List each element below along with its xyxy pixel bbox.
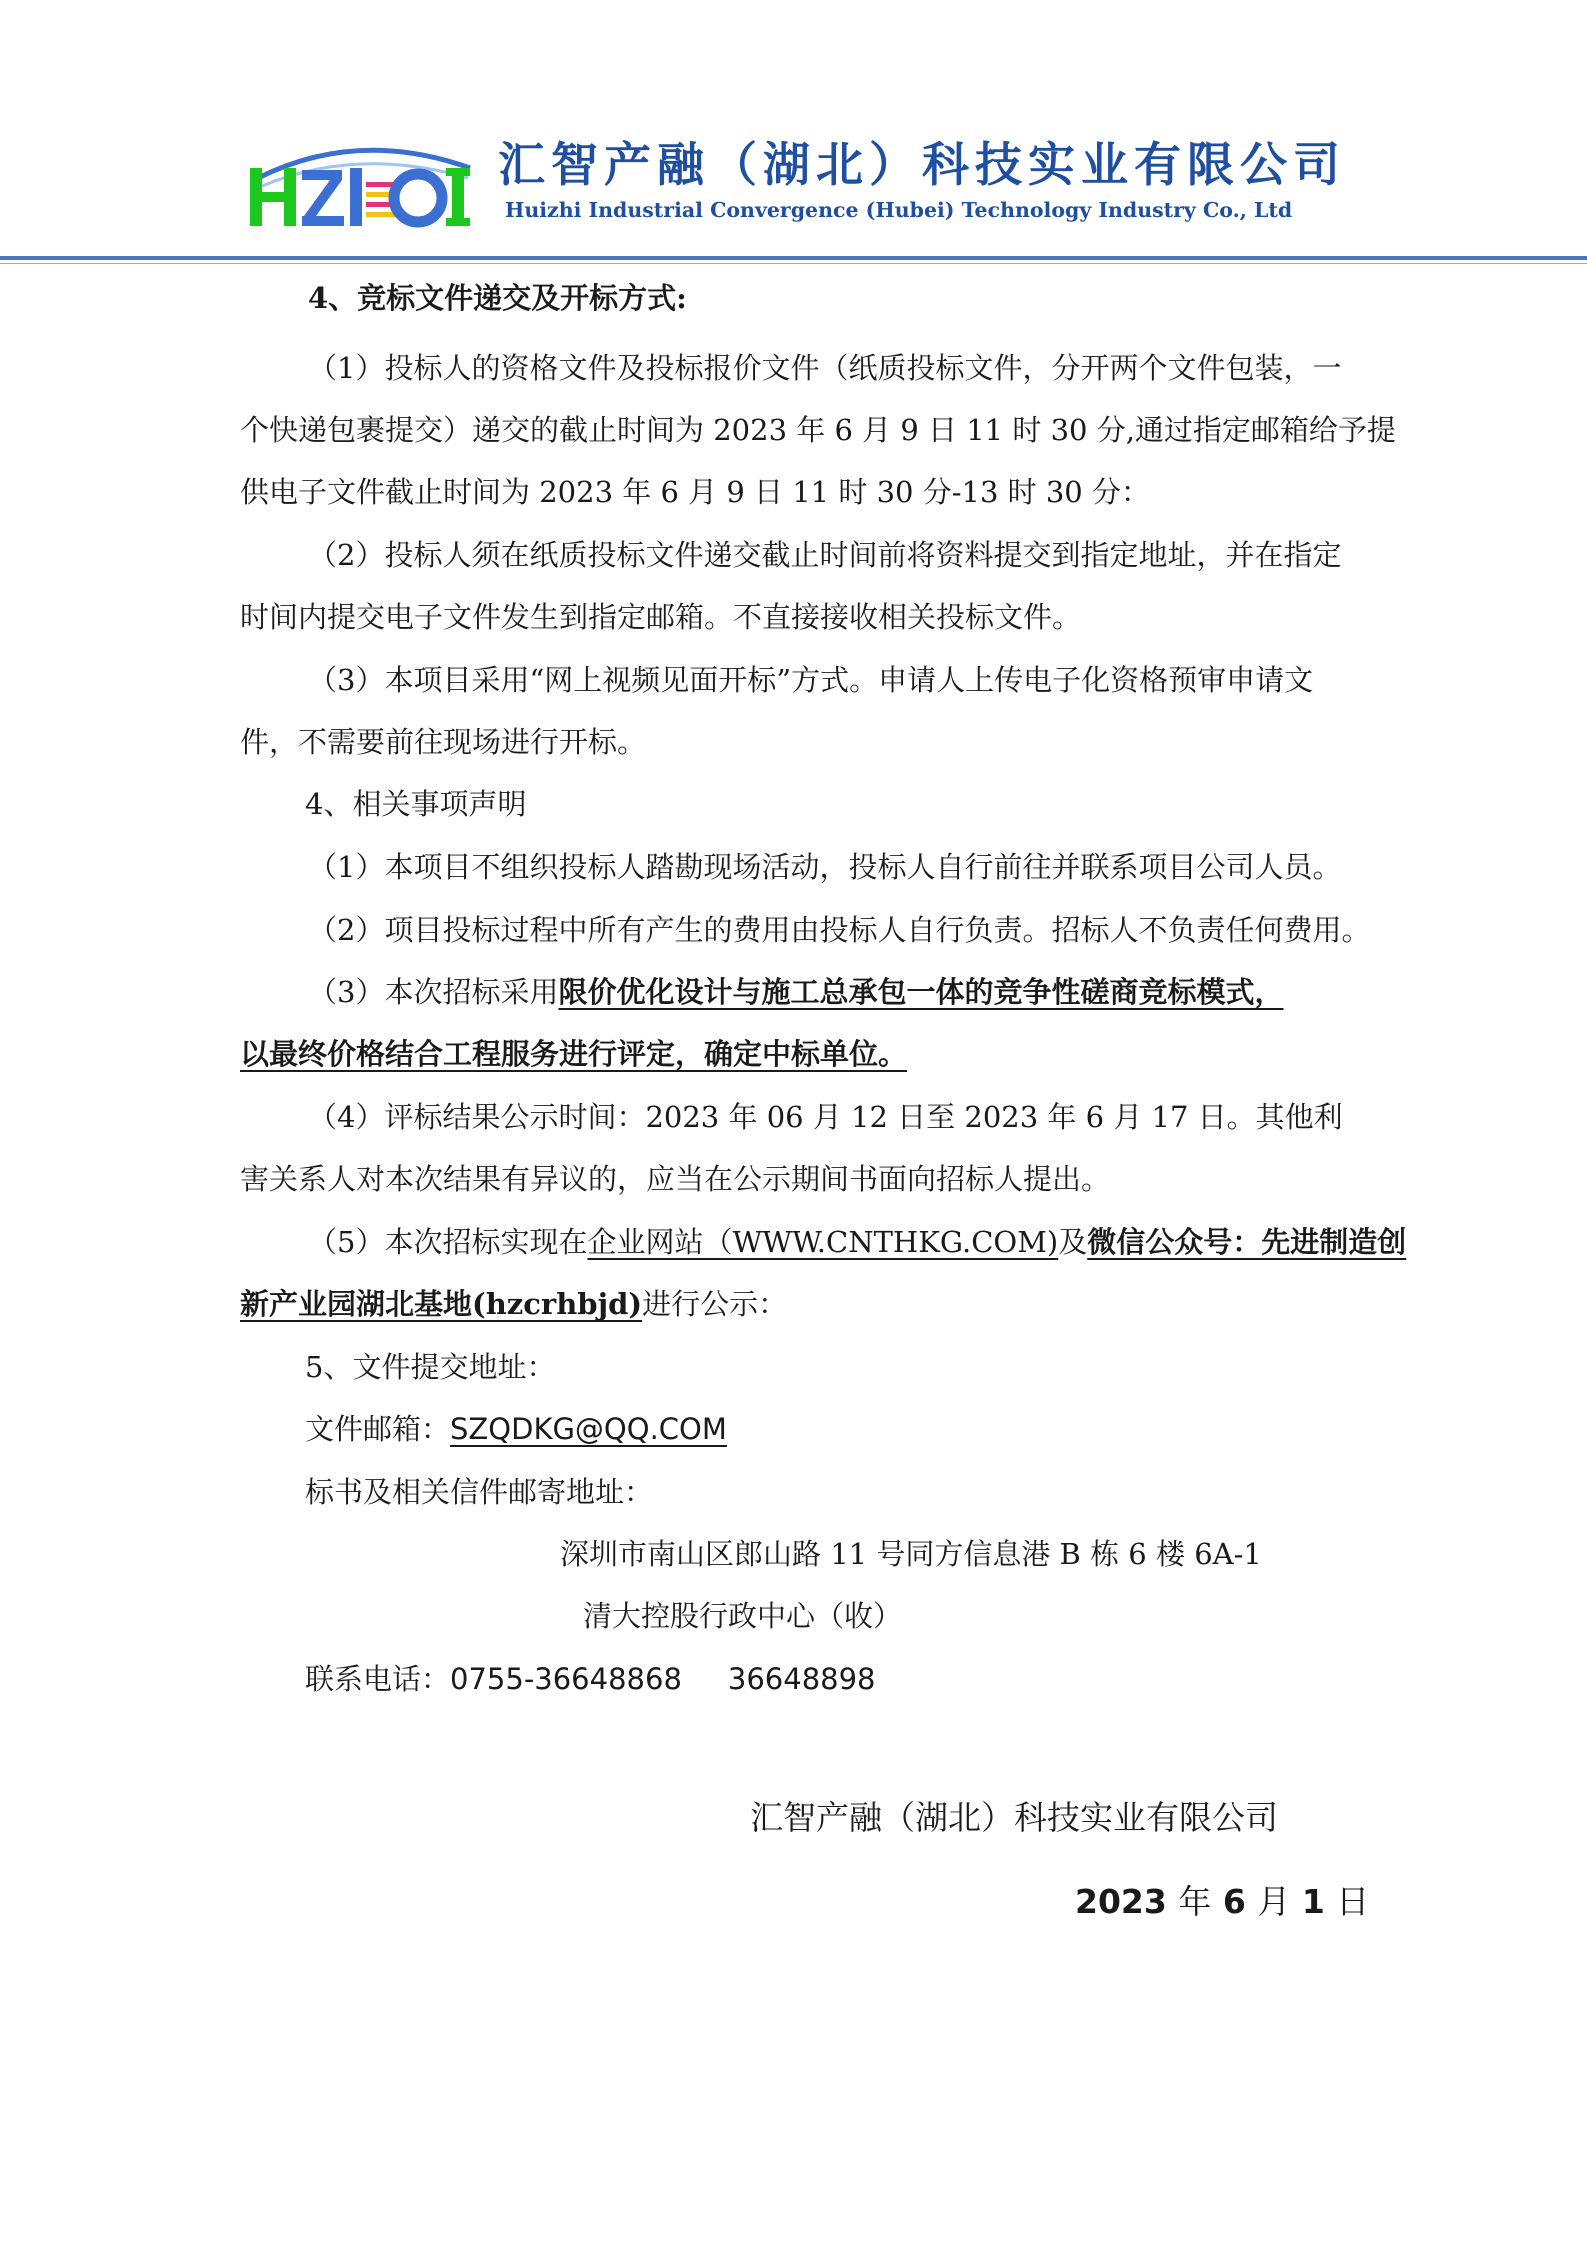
list-item: （2）项目投标过程中所有产生的费用由投标人自行负责。招标人不负责任何费用。 — [308, 913, 1371, 947]
date-day: 1 — [1301, 1882, 1325, 1921]
paragraph-line: 供电子文件截止时间为 2023 年 6 月 9 日 11 时 30 分-13 时 30 分： — [240, 475, 1150, 509]
section4b-heading: 4、相关事项声明 — [305, 787, 527, 821]
email-row — [305, 1409, 727, 1449]
date-year-char: 年 — [1178, 1882, 1212, 1921]
paragraph-line: （3）本项目采用“网上视频见面开标”方式。申请人上传电子化资格预审申请文 — [308, 663, 1314, 697]
letterhead — [0, 0, 1587, 270]
bid-mode-text: 限价优化设计与施工总承包一体的竞争性磋商竞标模式， — [558, 975, 1284, 1009]
website-link[interactable]: 企业网站（WWW.CNTHKG.COM) — [587, 1225, 1059, 1259]
wechat-account: 微信公众号：先进制造创 — [1087, 1225, 1407, 1259]
section4-heading: 4、竞标文件递交及开标方式: — [308, 281, 687, 315]
mail-recipient: 清大控股行政中心（收） — [583, 1599, 903, 1633]
company-name-cn: 汇智产融（湖北）科技实业有限公司 — [498, 138, 1346, 193]
item-prefix: （5）本次招标实现在 — [308, 1225, 588, 1259]
phone-row — [305, 1659, 876, 1699]
date-month: 6 — [1222, 1882, 1246, 1921]
item-suffix: 进行公示： — [642, 1287, 788, 1321]
list-item — [308, 1222, 1406, 1262]
phone-label: 联系电话： — [305, 1662, 451, 1696]
signature-company: 汇智产融（湖北）科技实业有限公司 — [750, 1798, 1278, 1837]
paragraph-line: （2）投标人须在纸质投标文件递交截止时间前将资料提交到指定地址，并在指定 — [308, 538, 1342, 572]
paragraph-line: 个快递包裹提交）递交的截止时间为 2023 年 6 月 9 日 11 时 30 分,通过指定邮箱给予提 — [240, 413, 1396, 447]
phone-number: 0755-36648868 — [450, 1662, 682, 1696]
item-prefix: （3）本次招标采用 — [308, 975, 559, 1009]
date-day-char: 日 — [1336, 1882, 1370, 1921]
list-item: （4）评标结果公示时间：2023 年 06 月 12 日至 2023 年 6 月 17 日。其他利 — [308, 1100, 1343, 1134]
list-item-cont — [240, 1284, 787, 1324]
paragraph-line: 时间内提交电子文件发生到指定邮箱。不直接接收相关投标文件。 — [240, 600, 1082, 634]
list-item: （1）本项目不组织投标人踏勘现场活动，投标人自行前往并联系项目公司人员。 — [308, 850, 1342, 884]
bid-mode-text-cont: 以最终价格结合工程服务进行评定，确定中标单位。 — [240, 1037, 908, 1071]
mail-address: 深圳市南山区郎山路 11 号同方信息港 B 栋 6 楼 6A-1 — [560, 1537, 1262, 1571]
paragraph-line: （1）投标人的资格文件及投标报价文件（纸质投标文件，分开两个文件包装，一 — [308, 351, 1342, 385]
date-year: 2023 — [1075, 1882, 1167, 1921]
paragraph-line: 件，不需要前往现场进行开标。 — [240, 725, 647, 759]
wechat-account-cont: 新产业园湖北基地(hzcrhbjd) — [240, 1287, 643, 1321]
list-item-cont: 害关系人对本次结果有异议的，应当在公示期间书面向招标人提出。 — [240, 1162, 1111, 1196]
section5-heading: 5、文件提交地址： — [305, 1350, 556, 1384]
header-rule-thin — [0, 263, 1587, 264]
header-rule — [0, 256, 1587, 260]
item-connector: 及 — [1058, 1225, 1088, 1259]
email-link[interactable]: SZQDKG@QQ.COM — [450, 1412, 727, 1446]
mail-label: 标书及相关信件邮寄地址： — [305, 1475, 654, 1509]
date-month-char: 月 — [1257, 1882, 1291, 1921]
signature-date — [1075, 1876, 1369, 1923]
phone-number: 36648898 — [727, 1662, 876, 1696]
company-name-en: Huizhi Industrial Convergence (Hubei) Technology Industry Co., Ltd — [505, 198, 1293, 222]
email-label: 文件邮箱： — [305, 1412, 451, 1446]
list-item — [308, 972, 1283, 1012]
company-logo — [248, 138, 474, 230]
